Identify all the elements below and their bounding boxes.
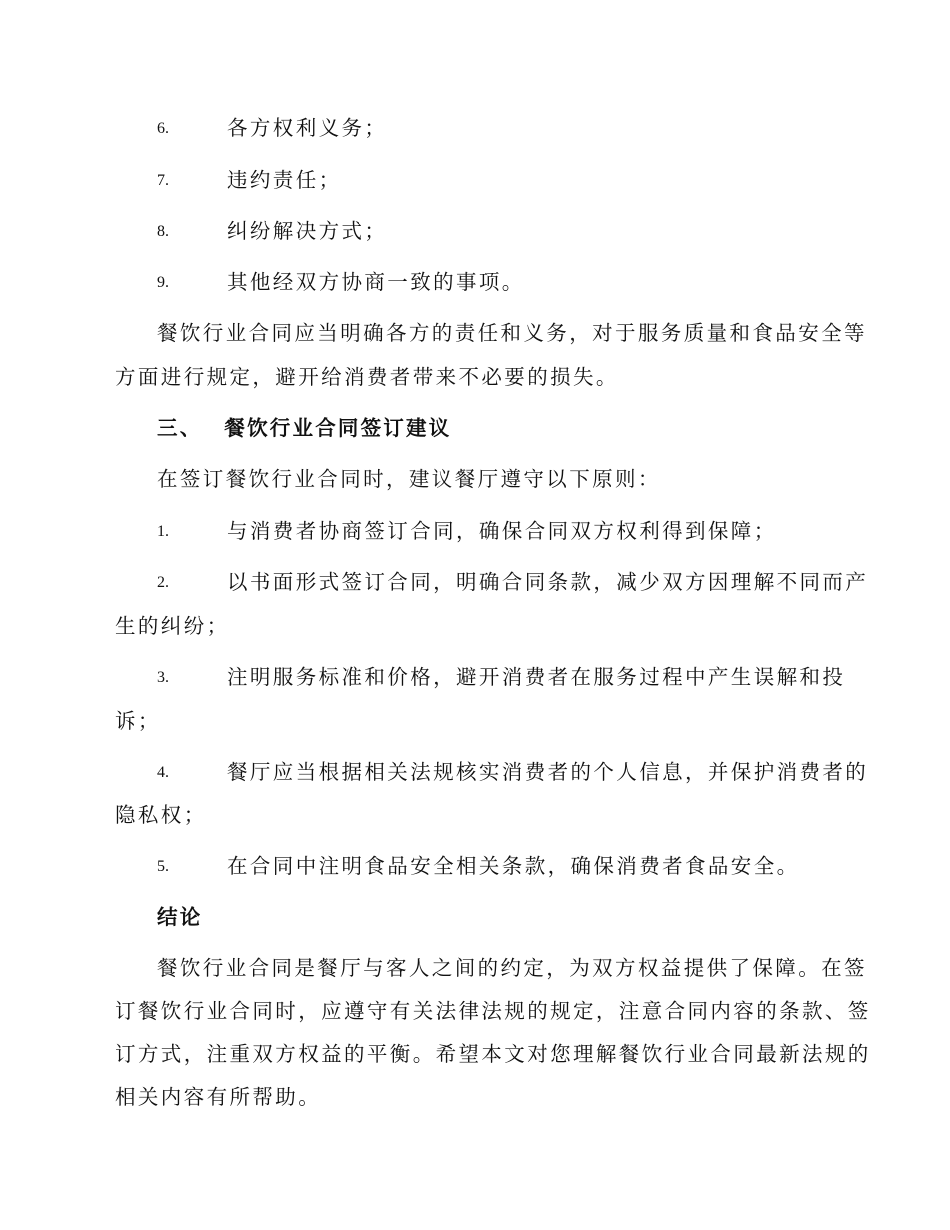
list-item: [157, 118, 837, 139]
list-item: [157, 221, 837, 242]
paragraph-line: 订餐饮行业合同时，应遵守有关法律法规的规定，注意合同内容的条款、签: [115, 999, 871, 1023]
list-item: [157, 665, 846, 689]
paragraph-line: 餐饮行业合同是餐厅与客人之间的约定，为双方权益提供了保障。在签: [157, 956, 867, 980]
list-number: 6.: [157, 120, 169, 137]
section-heading: [157, 418, 451, 439]
list-item: [157, 760, 869, 784]
list-number: 1.: [157, 523, 169, 540]
list-number: 5.: [157, 858, 169, 875]
list-number: 2.: [157, 574, 169, 591]
paragraph-line: 订方式，注重双方权益的平衡。希望本文对您理解餐饮行业合同最新法规的: [115, 1042, 871, 1066]
list-text: 纠纷解决方式；: [227, 219, 388, 243]
list-item: [157, 856, 837, 877]
list-number: 7.: [157, 172, 169, 189]
list-text: 违约责任；: [227, 168, 342, 192]
section-title: 餐饮行业合同签订建议: [224, 416, 452, 440]
list-text: 餐厅应当根据相关法规核实消费者的个人信息，并保护消费者的: [227, 760, 869, 784]
list-text: 以书面形式签订合同，明确合同条款，减少双方因理解不同而产: [227, 570, 869, 594]
list-text: 各方权利义务；: [227, 116, 388, 140]
list-number: 4.: [157, 764, 169, 781]
paragraph-line: 餐饮行业合同应当明确各方的责任和义务，对于服务质量和食品安全等: [157, 321, 867, 345]
list-number: 8.: [157, 223, 169, 240]
list-item: [157, 170, 837, 191]
list-item-continuation: 生的纠纷；: [115, 614, 230, 638]
list-text: 其他经双方协商一致的事项。: [227, 270, 525, 294]
section-number: 三、: [157, 416, 203, 440]
list-text: 注明服务标准和价格，避开消费者在服务过程中产生误解和投: [227, 665, 846, 689]
list-item: [157, 570, 869, 594]
list-item: [157, 521, 837, 542]
paragraph-line: 方面进行规定，避开给消费者带来不必要的损失。: [115, 365, 619, 389]
list-text: 在合同中注明食品安全相关条款，确保消费者食品安全。: [227, 854, 800, 878]
list-number: 9.: [157, 274, 169, 291]
list-item: [157, 272, 837, 293]
conclusion-heading: 结论: [157, 905, 203, 929]
paragraph-line: 相关内容有所帮助。: [115, 1085, 322, 1109]
intro-line: 在签订餐饮行业合同时，建议餐厅遵守以下原则：: [157, 467, 661, 491]
list-item-continuation: 诉；: [115, 709, 161, 733]
list-text: 与消费者协商签订合同，确保合同双方权利得到保障；: [227, 519, 777, 543]
list-number: 3.: [157, 669, 169, 686]
list-item-continuation: 隐私权；: [115, 803, 207, 827]
